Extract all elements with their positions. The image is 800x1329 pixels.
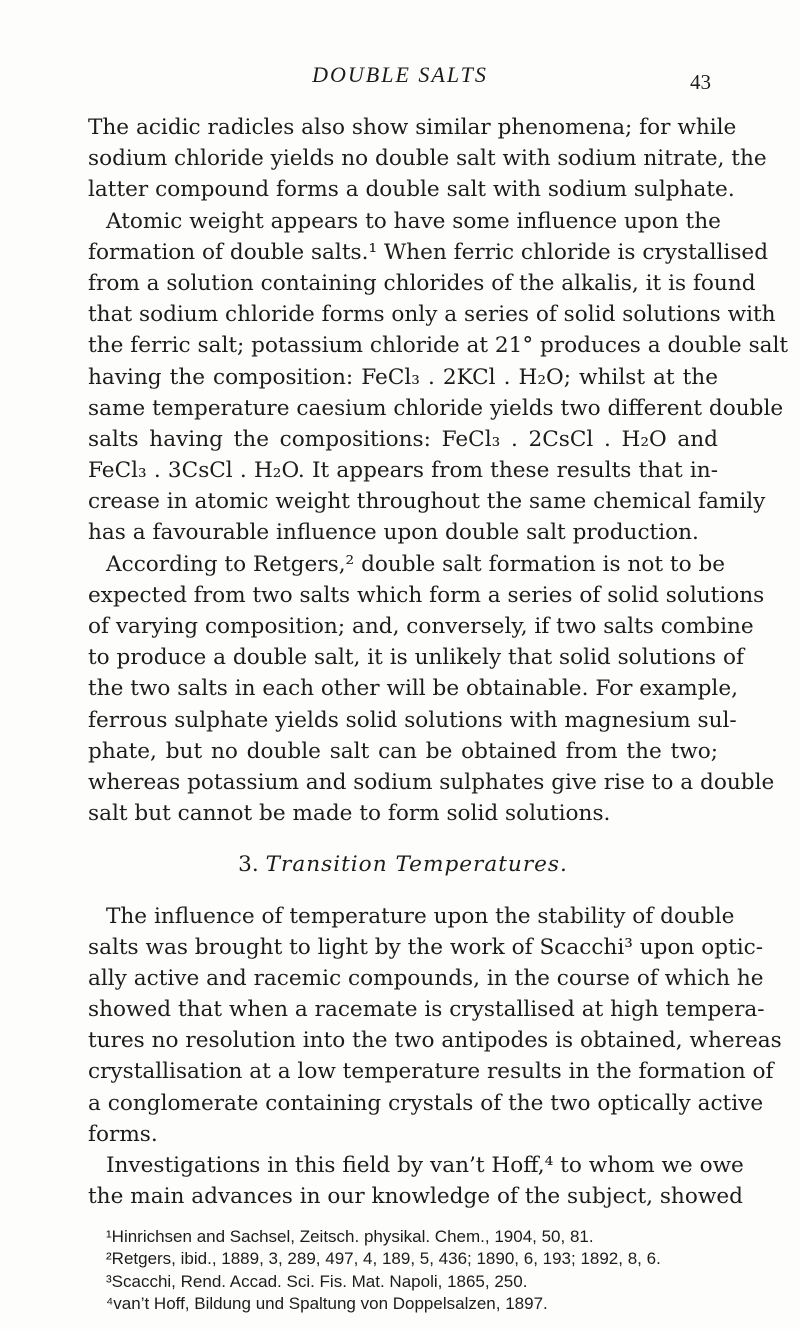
- text-line: ferrous sulphate yields solid solutions with magnesium sul-: [88, 707, 737, 733]
- page-number: 43: [690, 70, 711, 94]
- footnote: ²Retgers, ibid., 1889, 3, 289, 497, 4, 189, 5, 436; 1890, 6, 193; 1892, 8, 6.: [106, 1249, 661, 1269]
- text-line: a conglomerate containing crystals of the two optically active: [88, 1090, 764, 1116]
- text-line: The acidic radicles also show similar phenomena; for while: [88, 115, 737, 140]
- text-line: expected from two salts which form a series of solid solutions: [88, 582, 765, 608]
- text-line: The influence of temperature upon the stability of double: [106, 903, 735, 929]
- text-line: formation of double salts.¹ When ferric chloride is crystallised: [88, 239, 769, 265]
- text-line: sodium chloride yields no double salt with sodium nitrate, the: [88, 146, 767, 172]
- running-head: DOUBLE SALTS: [312, 62, 488, 87]
- footnote: ⁴van’t Hoff, Bildung und Spaltung von Doppelsalzen, 1897.: [106, 1294, 548, 1314]
- text-line: phate, but no double salt can be obtained from the two;: [88, 738, 718, 764]
- section-title: Transition Temperatures.: [265, 852, 568, 878]
- text-line: the main advances in our knowledge of the subject, showed: [88, 1184, 743, 1210]
- text-line: ally active and racemic compounds, in the course of which he: [88, 965, 764, 991]
- text-line: salts having the compositions: FeCl₃ . 2CsCl . H₂O and: [88, 426, 718, 452]
- text-line: the two salts in each other will be obtainable. For example,: [88, 676, 738, 702]
- text-line: salt but cannot be made to form solid solutions.: [88, 801, 611, 827]
- text-line: According to Retgers,² double salt formation is not to be: [106, 551, 726, 577]
- text-line: FeCl₃ . 3CsCl . H₂O. It appears from these results that in-: [88, 458, 718, 484]
- text-line: crystallisation at a low temperature results in the formation of: [88, 1059, 774, 1085]
- text-line: has a favourable influence upon double salt production.: [88, 520, 699, 546]
- footnote: ¹Hinrichsen and Sachsel, Zeitsch. physikal. Chem., 1904, 50, 81.: [106, 1227, 594, 1246]
- text-line: Investigations in this field by van’t Hoff,⁴ to whom we owe: [106, 1153, 744, 1178]
- text-line: Atomic weight appears to have some influence upon the: [106, 208, 721, 234]
- section-number: 3.: [238, 852, 259, 878]
- text-line: tures no resolution into the two antipodes is obtained, whereas: [88, 1028, 782, 1054]
- text-line: crease in atomic weight throughout the same chemical family: [88, 489, 766, 515]
- text-line: the ferric salt; potassium chloride at 21° produces a double salt: [88, 333, 789, 359]
- text-line: whereas potassium and sodium sulphates give rise to a double: [88, 769, 775, 795]
- text-line: salts was brought to light by the work of Scacchi³ upon optic-: [88, 934, 764, 960]
- text-line: having the composition: FeCl₃ . 2KCl . H₂O; whilst at the: [88, 364, 718, 390]
- text-line: of varying composition; and, conversely, if two salts combine: [88, 614, 754, 639]
- footnote: ³Scacchi, Rend. Accad. Sci. Fis. Mat. Napoli, 1865, 250.: [106, 1271, 528, 1291]
- text-line: forms.: [88, 1121, 158, 1147]
- text-line: latter compound forms a double salt with sodium sulphate.: [88, 177, 735, 203]
- text-line: that sodium chloride forms only a series of solid solutions with: [88, 302, 776, 328]
- text-line: same temperature caesium chloride yields two different double: [88, 395, 784, 421]
- body-text: [88, 112, 789, 1212]
- text-line: showed that when a racemate is crystallised at high tempera-: [88, 997, 765, 1023]
- text-line: to produce a double salt, it is unlikely that solid solutions of: [88, 645, 744, 671]
- text-line: from a solution containing chlorides of the alkalis, it is found: [88, 270, 756, 296]
- section-heading: [88, 849, 718, 880]
- footnotes: [88, 1226, 718, 1316]
